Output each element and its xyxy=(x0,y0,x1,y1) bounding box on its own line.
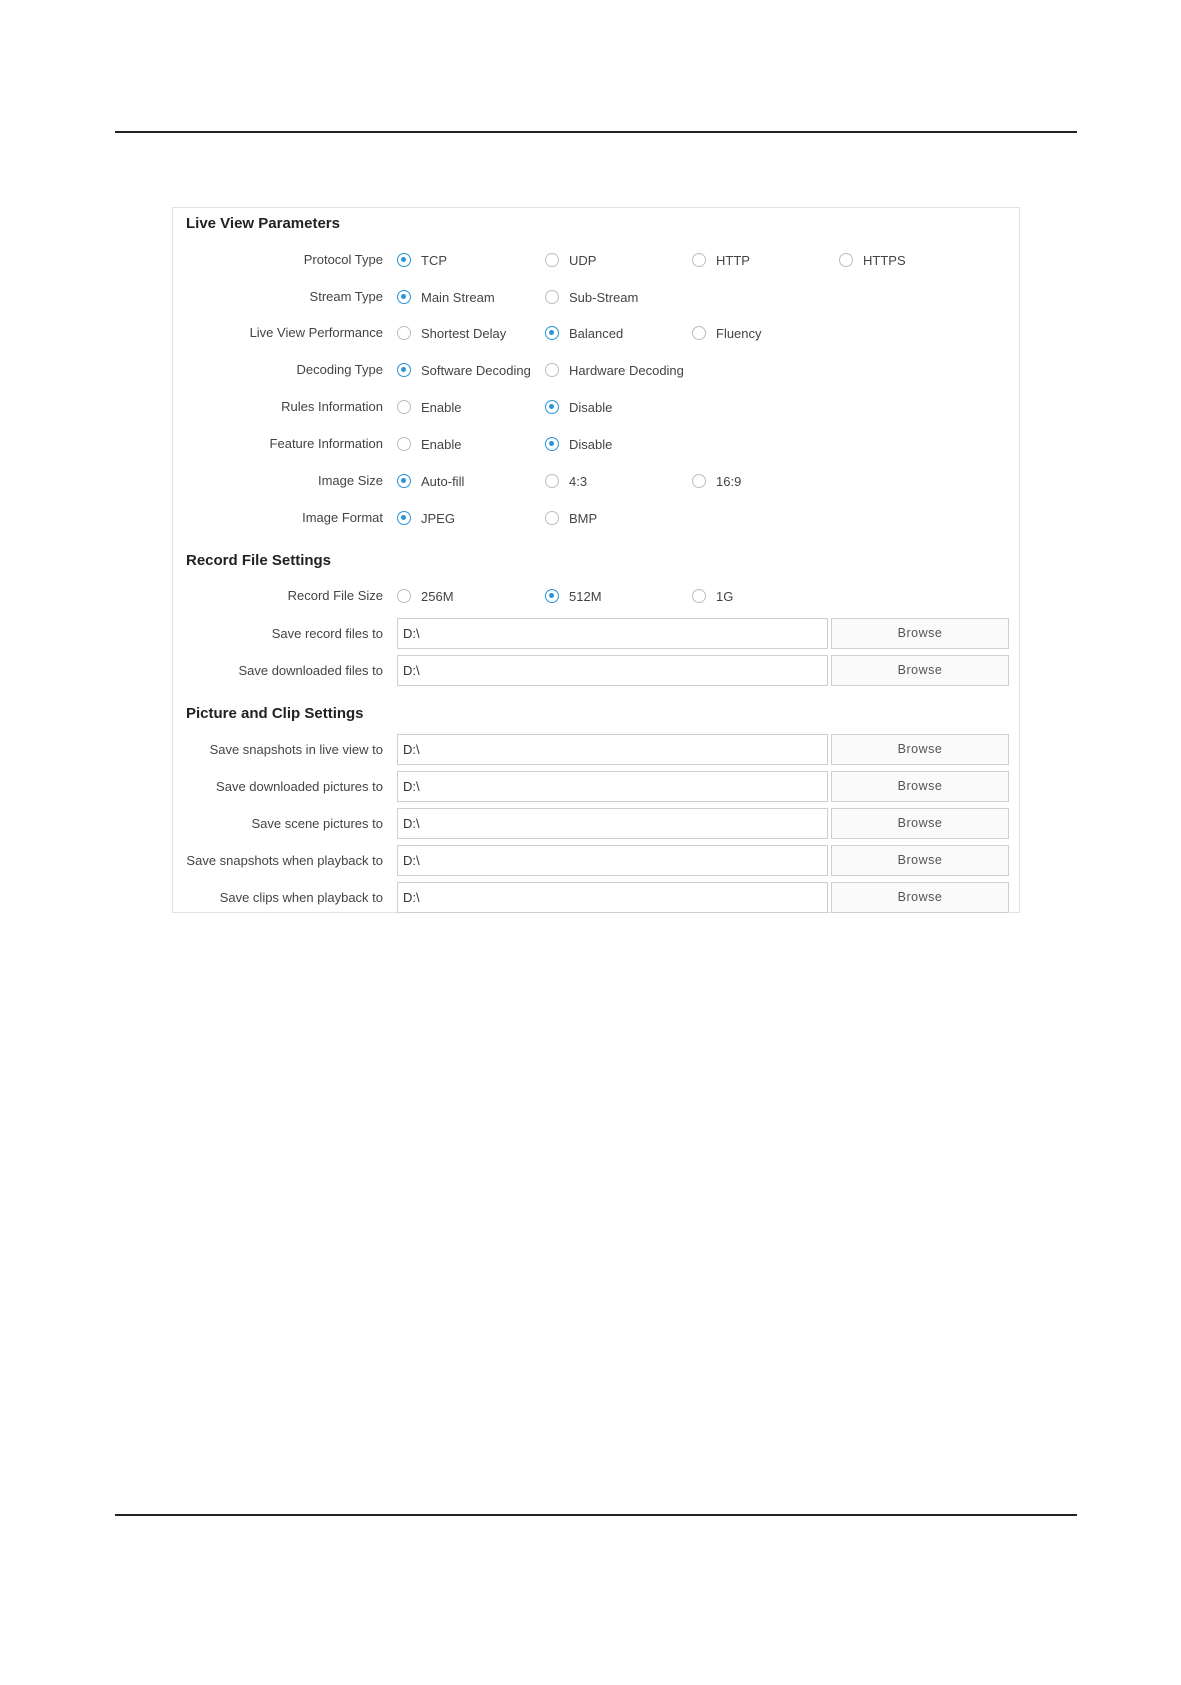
record-size-256m-option[interactable]: 256M xyxy=(397,580,454,612)
header-rule xyxy=(115,131,1077,133)
record-file-size-label: Record File Size xyxy=(287,588,383,603)
picture-clip-section-title: Picture and Clip Settings xyxy=(186,705,364,722)
save-snapshots-playback-browse-button[interactable]: Browse xyxy=(831,845,1009,876)
protocol-http-option[interactable]: HTTP xyxy=(692,244,750,276)
save-downloaded-files-browse-button[interactable]: Browse xyxy=(831,655,1009,686)
save-snapshots-live-view-label: Save snapshots in live view to xyxy=(209,742,383,757)
save-scene-pictures-input[interactable]: D:\ xyxy=(397,808,828,839)
save-clips-playback-row xyxy=(173,882,1019,914)
rules-information-label: Rules Information xyxy=(281,399,383,414)
footer-rule xyxy=(115,1514,1077,1516)
radio-unchecked-icon[interactable] xyxy=(545,363,559,377)
protocol-tcp-option[interactable]: TCP xyxy=(397,244,447,276)
record-file-section-title: Record File Settings xyxy=(186,552,332,569)
live-view-performance-label: Live View Performance xyxy=(249,325,383,340)
save-record-files-input[interactable]: D:\ xyxy=(397,618,828,649)
feature-information-label: Feature Information xyxy=(269,436,383,451)
protocol-type-label: Protocol Type xyxy=(303,252,383,267)
performance-balanced-option[interactable]: Balanced xyxy=(545,317,623,349)
save-snapshots-playback-input[interactable]: D:\ xyxy=(397,845,828,876)
rules-disable-option[interactable]: Disable xyxy=(545,391,612,423)
radio-checked-icon[interactable] xyxy=(545,589,559,603)
feature-information-row xyxy=(173,428,1019,460)
stream-main-option[interactable]: Main Stream xyxy=(397,281,495,313)
save-downloaded-pictures-browse-button[interactable]: Browse xyxy=(831,771,1009,802)
save-clips-playback-label: Save clips when playback to xyxy=(219,890,383,905)
save-snapshots-playback-row xyxy=(173,845,1019,877)
radio-unchecked-icon[interactable] xyxy=(545,290,559,304)
radio-unchecked-icon[interactable] xyxy=(397,437,411,451)
radio-unchecked-icon[interactable] xyxy=(692,253,706,267)
radio-checked-icon[interactable] xyxy=(545,400,559,414)
radio-unchecked-icon[interactable] xyxy=(545,474,559,488)
radio-checked-icon[interactable] xyxy=(397,253,411,267)
save-snapshots-live-view-row xyxy=(173,734,1019,766)
decoding-type-row xyxy=(173,354,1019,386)
image-size-16-9-option[interactable]: 16:9 xyxy=(692,465,741,497)
protocol-udp-option[interactable]: UDP xyxy=(545,244,596,276)
save-record-files-browse-button[interactable]: Browse xyxy=(831,618,1009,649)
save-snapshots-live-view-browse-button[interactable]: Browse xyxy=(831,734,1009,765)
radio-checked-icon[interactable] xyxy=(397,511,411,525)
save-clips-playback-input[interactable]: D:\ xyxy=(397,882,828,913)
save-scene-pictures-row xyxy=(173,808,1019,840)
save-clips-playback-browse-button[interactable]: Browse xyxy=(831,882,1009,913)
image-size-label: Image Size xyxy=(317,473,383,488)
rules-information-row xyxy=(173,391,1019,423)
save-record-files-label: Save record files to xyxy=(271,626,383,641)
radio-unchecked-icon[interactable] xyxy=(397,326,411,340)
performance-fluency-option[interactable]: Fluency xyxy=(692,317,762,349)
protocol-type-row xyxy=(173,244,1019,276)
radio-checked-icon[interactable] xyxy=(397,290,411,304)
radio-unchecked-icon[interactable] xyxy=(692,474,706,488)
protocol-https-option[interactable]: HTTPS xyxy=(839,244,906,276)
radio-checked-icon[interactable] xyxy=(397,474,411,488)
decoding-hardware-option[interactable]: Hardware Decoding xyxy=(545,354,684,386)
image-format-bmp-option[interactable]: BMP xyxy=(545,502,597,534)
radio-checked-icon[interactable] xyxy=(545,326,559,340)
radio-unchecked-icon[interactable] xyxy=(397,589,411,603)
image-format-label: Image Format xyxy=(302,510,383,525)
save-downloaded-files-input[interactable]: D:\ xyxy=(397,655,828,686)
radio-unchecked-icon[interactable] xyxy=(692,589,706,603)
decoding-software-option[interactable]: Software Decoding xyxy=(397,354,531,386)
radio-unchecked-icon[interactable] xyxy=(692,326,706,340)
radio-checked-icon[interactable] xyxy=(545,437,559,451)
save-snapshots-playback-label: Save snapshots when playback to xyxy=(186,853,383,868)
image-size-autofill-option[interactable]: Auto-fill xyxy=(397,465,464,497)
image-size-4-3-option[interactable]: 4:3 xyxy=(545,465,587,497)
record-file-size-row xyxy=(173,580,1019,612)
radio-checked-icon[interactable] xyxy=(397,363,411,377)
local-settings-panel xyxy=(172,207,1020,913)
image-format-jpeg-option[interactable]: JPEG xyxy=(397,502,455,534)
radio-unchecked-icon[interactable] xyxy=(839,253,853,267)
radio-unchecked-icon[interactable] xyxy=(545,253,559,267)
radio-unchecked-icon[interactable] xyxy=(397,400,411,414)
decoding-type-label: Decoding Type xyxy=(296,362,383,377)
feature-disable-option[interactable]: Disable xyxy=(545,428,612,460)
feature-enable-option[interactable]: Enable xyxy=(397,428,461,460)
image-size-row xyxy=(173,465,1019,497)
save-downloaded-files-row xyxy=(173,655,1019,687)
save-downloaded-pictures-label: Save downloaded pictures to xyxy=(216,779,383,794)
save-scene-pictures-label: Save scene pictures to xyxy=(251,816,383,831)
radio-unchecked-icon[interactable] xyxy=(545,511,559,525)
stream-type-row xyxy=(173,281,1019,313)
live-view-performance-row xyxy=(173,317,1019,349)
save-downloaded-files-label: Save downloaded files to xyxy=(238,663,383,678)
rules-enable-option[interactable]: Enable xyxy=(397,391,461,423)
save-record-files-row xyxy=(173,618,1019,650)
stream-type-label: Stream Type xyxy=(309,289,383,304)
image-format-row xyxy=(173,502,1019,534)
save-scene-pictures-browse-button[interactable]: Browse xyxy=(831,808,1009,839)
save-downloaded-pictures-input[interactable]: D:\ xyxy=(397,771,828,802)
live-view-section-title: Live View Parameters xyxy=(186,215,340,232)
performance-shortest-delay-option[interactable]: Shortest Delay xyxy=(397,317,506,349)
record-size-512m-option[interactable]: 512M xyxy=(545,580,602,612)
save-downloaded-pictures-row xyxy=(173,771,1019,803)
record-size-1g-option[interactable]: 1G xyxy=(692,580,733,612)
stream-sub-option[interactable]: Sub-Stream xyxy=(545,281,638,313)
save-snapshots-live-view-input[interactable]: D:\ xyxy=(397,734,828,765)
